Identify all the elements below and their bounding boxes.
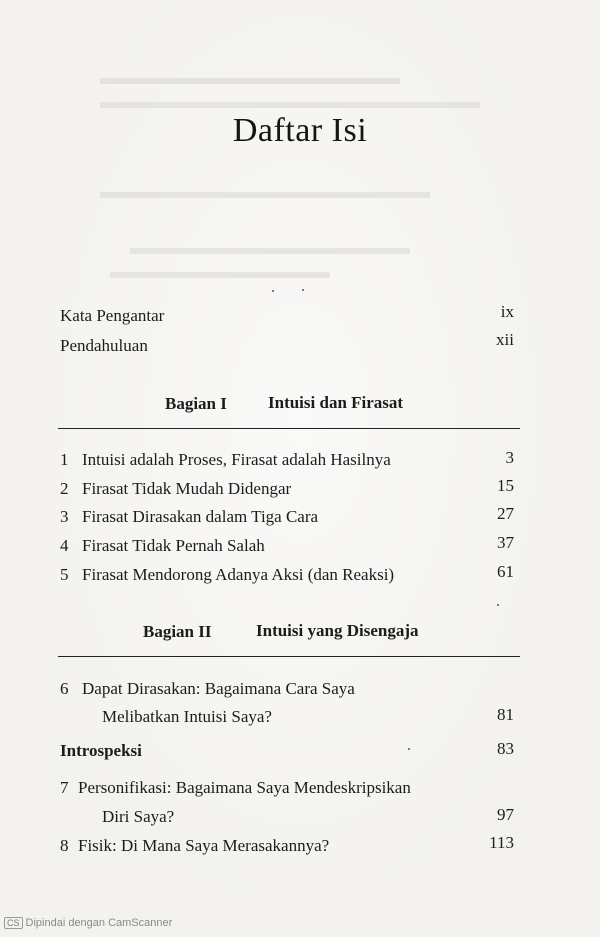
section-page: 83	[497, 739, 514, 758]
chapter-title: Firasat Dirasakan dalam Tiga Cara	[82, 507, 319, 526]
chapter-title: Firasat Tidak Mudah Didengar	[82, 479, 292, 498]
chapter-page: 61	[497, 562, 514, 581]
part-label: Bagian II	[143, 622, 212, 641]
part-label: Bagian I	[165, 394, 227, 413]
part-title: Intuisi dan Firasat	[268, 393, 404, 412]
show-through-line	[110, 262, 330, 278]
toc-entry-page: ix	[500, 302, 514, 321]
chapter-title-line1: Dapat Dirasakan: Bagaimana Cara Saya	[82, 679, 355, 698]
chapter-number: 3	[60, 507, 69, 526]
chapter-number: 4	[60, 536, 69, 555]
section-rule	[58, 428, 520, 429]
dust-speck	[408, 748, 410, 750]
show-through-line	[100, 182, 430, 198]
chapter-page: 81	[497, 705, 514, 724]
chapter-title-line1: Personifikasi: Bagaimana Saya Mendeskripsikan	[78, 778, 411, 797]
page-title: Daftar Isi	[232, 112, 368, 149]
show-through-line	[100, 92, 480, 108]
show-through-line	[130, 238, 410, 254]
chapter-title-line2: Diri Saya?	[102, 807, 175, 826]
chapter-page: 27	[497, 504, 514, 523]
dust-speck	[272, 290, 274, 292]
chapter-number: 6	[60, 679, 69, 698]
toc-entry-label: Pendahuluan	[60, 336, 148, 355]
chapter-page: 37	[497, 533, 514, 552]
chapter-page: 3	[505, 448, 514, 467]
toc-entry-label: Kata Pengantar	[60, 306, 165, 325]
dust-speck	[302, 289, 304, 291]
section-title: Introspeksi	[60, 741, 142, 760]
dust-speck	[497, 604, 499, 606]
part-title: Intuisi yang Disengaja	[256, 621, 419, 640]
show-through-line	[100, 68, 400, 84]
scanner-watermark	[4, 917, 172, 929]
chapter-title: Fisik: Di Mana Saya Merasakannya?	[78, 836, 330, 855]
chapter-title: Firasat Tidak Pernah Salah	[82, 536, 265, 555]
section-rule	[58, 656, 520, 657]
toc-entry-page: xii	[496, 330, 514, 349]
camscanner-logo-icon: CS	[4, 917, 23, 929]
chapter-title-line2: Melibatkan Intuisi Saya?	[102, 707, 272, 726]
chapter-page: 97	[497, 805, 514, 824]
chapter-number: 2	[60, 479, 69, 498]
chapter-title: Intuisi adalah Proses, Firasat adalah Hasilnya	[82, 450, 391, 469]
chapter-page: 15	[497, 476, 514, 495]
chapter-page: 113	[489, 833, 514, 852]
chapter-number: 1	[60, 450, 69, 469]
chapter-title: Firasat Mendorong Adanya Aksi (dan Reaksi)	[82, 565, 395, 584]
watermark-text: Dipindai dengan CamScanner	[25, 917, 173, 929]
chapter-number: 8	[60, 836, 69, 855]
chapter-number: 5	[60, 565, 69, 584]
chapter-number: 7	[60, 778, 69, 797]
